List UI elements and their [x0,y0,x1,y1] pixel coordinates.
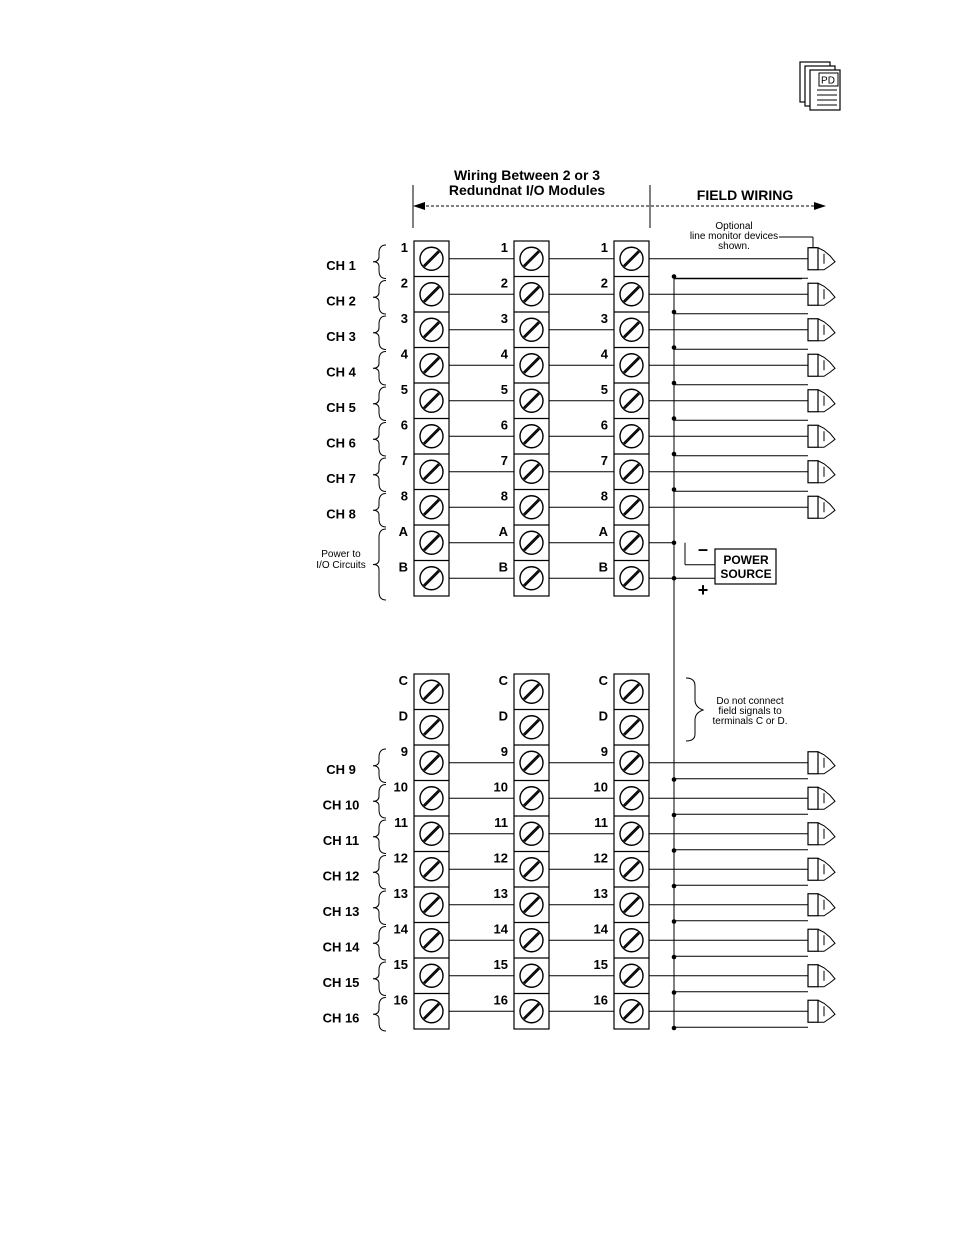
line-monitor-device [808,929,835,951]
terminal-label: 10 [393,779,408,795]
channel-label: CH 2 [326,293,356,309]
terminal-label: 4 [500,346,508,362]
terminal-screw [620,389,643,412]
channel-brace [373,352,386,386]
channel-brace [373,820,386,854]
terminal-label: C [598,673,608,688]
wire-junction-dot [672,813,677,818]
channel-label: CH 14 [322,939,360,955]
terminal-screw [420,822,443,845]
terminal-label: 15 [393,957,408,972]
wire-junction-dot [672,955,677,960]
power-plus-sign: + [697,580,709,600]
optional-note-line3: shown. [718,241,750,252]
terminal-screw [620,318,643,341]
terminal-label: B [598,559,608,575]
terminal-screw [520,1000,543,1023]
line-monitor-device [808,965,835,987]
optional-note-line2: line monitor devices [689,231,779,242]
terminal-label: 8 [500,488,508,504]
header-title-line2: Redundnat I/O Modules [448,182,606,198]
terminal-screw [420,496,443,519]
terminal-label: 9 [400,744,408,759]
terminal-screw [520,964,543,987]
terminal-label: 16 [493,992,508,1008]
terminal-label: 2 [500,275,508,291]
terminal-screw [420,531,443,554]
channel-label: CH 13 [322,903,360,919]
terminal-screw [620,858,643,881]
channel-label: CH 8 [326,506,356,522]
line-monitor-device [808,283,835,305]
terminal-screw [520,787,543,810]
line-monitor-device [808,354,835,376]
channel-brace [373,458,386,492]
terminal-label: 13 [493,886,508,901]
wire-junction-dot [672,540,677,545]
terminal-label: 3 [600,311,608,326]
terminal-label: 13 [593,886,608,901]
channel-label: CH 3 [326,328,356,344]
wire-junction-dot [672,848,677,853]
terminal-label: A [598,524,608,539]
wire-junction-dot [672,777,677,782]
terminal-label: C [498,673,508,688]
terminal-screw [520,680,543,703]
terminal-label: D [498,708,508,724]
terminal-screw [620,680,643,703]
terminal-label: D [598,708,608,724]
power-label-line2: I/O Circuits [316,560,366,571]
terminal-label: 5 [400,382,408,397]
channel-brace [373,962,386,996]
channel-brace [373,494,386,528]
terminal-screw [420,964,443,987]
power-source-line1: POWER [723,553,769,567]
wire-junction-dot [672,919,677,924]
terminal-screw [620,567,643,590]
terminal-screw [520,460,543,483]
terminal-screw [620,531,643,554]
wire-junction-dot [672,1026,677,1031]
terminal-label: 7 [400,453,408,468]
terminal-screw [620,354,643,377]
terminal-label: 11 [394,815,408,830]
terminal-label: B [398,559,408,575]
terminal-label: 9 [600,744,608,759]
terminal-screw [620,893,643,916]
terminal-label: B [498,559,508,575]
channel-label: CH 9 [326,761,356,777]
terminal-label: 11 [594,815,608,830]
terminal-screw [620,1000,643,1023]
terminal-label: 4 [400,346,408,362]
terminal-label: 7 [500,453,508,468]
terminal-label: 1 [600,240,608,255]
channel-label: CH 11 [322,832,360,848]
terminal-screw [620,929,643,952]
terminal-screw [520,389,543,412]
terminal-label: 15 [593,957,608,972]
terminal-label: 4 [600,346,608,362]
header-title-line1: Wiring Between 2 or 3 [453,167,601,183]
wire-junction-dot [672,990,677,995]
terminal-screw [620,716,643,739]
terminal-screw [520,929,543,952]
terminal-label: 12 [593,850,608,866]
do-not-connect-line2: field signals to [718,706,782,717]
terminal-screw [620,964,643,987]
channel-label: CH 5 [326,399,356,415]
terminal-screw [520,354,543,377]
do-not-connect-line3: terminals C or D. [712,716,788,727]
terminal-screw [620,822,643,845]
terminal-screw [420,1000,443,1023]
channel-brace [373,423,386,457]
channel-brace [373,316,386,350]
terminal-label: 7 [600,453,608,468]
terminal-screw [420,787,443,810]
terminal-screw [420,751,443,774]
terminal-screw [420,680,443,703]
line-monitor-device [808,425,835,447]
terminal-label: 5 [600,382,608,397]
terminal-screw [420,460,443,483]
terminal-screw [420,425,443,448]
terminal-screw [420,567,443,590]
terminal-screw [420,354,443,377]
terminal-screw [420,389,443,412]
channel-labels [323,245,386,1031]
terminal-label: 16 [393,992,408,1008]
channel-brace [373,281,386,315]
terminal-screw [420,318,443,341]
channel-label: CH 15 [322,974,360,990]
terminal-screw [520,283,543,306]
terminal-screw [420,247,443,270]
terminal-label: 10 [593,779,608,795]
terminal-screw [620,460,643,483]
document-icon-label: PD [821,75,835,87]
channel-brace [373,891,386,925]
terminal-screw [520,567,543,590]
terminal-label: D [398,708,408,724]
channel-label: CH 1 [326,257,356,273]
terminal-label: 10 [493,779,508,795]
terminal-screw [520,247,543,270]
channel-label: CH 4 [326,364,356,380]
terminal-label: 8 [600,488,608,504]
terminal-label: 8 [400,488,408,504]
terminal-label: 5 [500,382,508,397]
terminal-label: 12 [493,850,508,866]
channel-brace [373,927,386,961]
channel-brace [373,785,386,819]
terminal-label: 13 [393,886,408,901]
document-icon [800,62,840,110]
line-monitor-device [808,248,835,270]
terminal-screw [520,822,543,845]
channel-label: CH 12 [322,868,360,884]
channel-label: CH 10 [322,797,360,813]
terminal-label: 2 [400,275,408,291]
terminal-screw [420,283,443,306]
channel-label: CH 6 [326,435,356,451]
terminal-screw [520,858,543,881]
channel-brace [373,856,386,890]
terminal-label: 1 [500,240,508,255]
channel-label: CH 16 [322,1010,360,1026]
terminal-label: 11 [494,815,508,830]
terminal-screw [520,496,543,519]
line-monitor-device [808,461,835,483]
terminal-screw [620,283,643,306]
power-minus-sign: – [697,539,709,559]
line-monitor-device [808,752,835,774]
terminal-screw [620,751,643,774]
line-monitor-device [808,858,835,880]
terminal-label: 16 [593,992,608,1008]
terminal-label: 3 [400,311,408,326]
line-monitor-device [808,894,835,916]
line-monitor-device [808,1000,835,1022]
terminal-screw [520,425,543,448]
terminal-label: 3 [500,311,508,326]
terminal-blocks [414,241,649,1029]
line-monitor-device [808,823,835,845]
power-source [715,549,776,584]
terminal-screw [520,893,543,916]
terminal-label: 6 [400,417,408,433]
terminal-label: 9 [500,744,508,759]
optional-note-line1: Optional [715,221,753,232]
terminal-screw [520,751,543,774]
terminal-label: A [398,524,408,539]
do-not-connect-line1: Do not connect [716,696,784,707]
terminal-label: 12 [393,850,408,866]
terminal-label: 14 [593,921,608,937]
channel-brace [373,998,386,1032]
power-source-line2: SOURCE [720,567,772,581]
channel-brace [373,387,386,421]
terminal-screw [420,893,443,916]
terminal-screw [620,425,643,448]
terminal-screw [420,716,443,739]
field-wiring-label: FIELD WIRING [696,187,794,203]
terminal-screw [620,247,643,270]
terminal-screw [420,858,443,881]
terminal-label: 6 [600,417,608,433]
line-monitor-device [808,390,835,412]
line-monitor-device [808,787,835,809]
channel-label: CH 7 [326,470,356,486]
do-not-connect-brace [686,678,703,741]
channel-brace [373,245,386,279]
terminal-label: 2 [600,275,608,291]
wire-junction-dot [672,884,677,889]
terminal-screw [420,929,443,952]
terminal-label: 14 [493,921,508,937]
terminal-screw [620,787,643,810]
channel-brace [373,529,386,600]
terminal-label: 15 [493,957,508,972]
line-monitor-device [808,319,835,341]
terminal-screw [520,716,543,739]
terminal-label: C [398,673,408,688]
power-label-line1: Power to [321,549,361,560]
line-monitor-device [808,496,835,518]
terminal-screw [620,496,643,519]
terminal-label: 14 [393,921,408,937]
field-devices [808,248,835,1023]
terminal-label: 6 [500,417,508,433]
terminal-screw [520,318,543,341]
terminal-screw [520,531,543,554]
terminal-label: A [498,524,508,539]
channel-brace [373,749,386,783]
terminal-label: 1 [400,240,408,255]
